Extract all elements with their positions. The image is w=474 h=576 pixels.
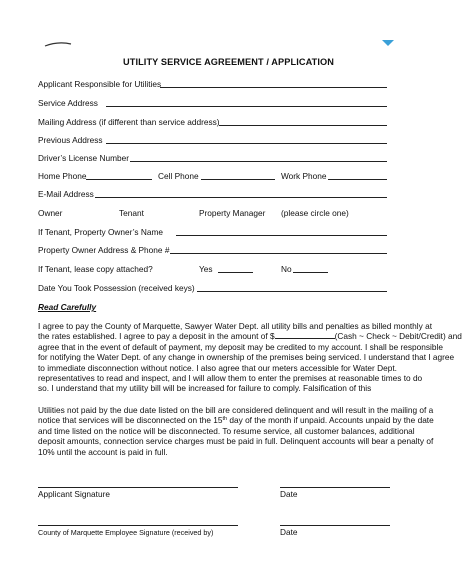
agreement-line: representatives to read and inspect, and I will allow them to enter the premises at reasonable times to do [38,373,423,384]
delinquency-paragraph [38,405,438,457]
email-field[interactable] [95,197,387,198]
previous-address-field[interactable] [106,143,387,144]
employee-signature-label: County of Marquette Employee Signature (received by) [38,528,214,537]
drivers-license-label: Driver’s License Number [38,153,129,163]
top-left-mark-icon [44,40,72,48]
cell-phone-field[interactable] [201,179,275,180]
mailing-address-label: Mailing Address (if different than service address) [38,117,220,127]
delinquency-line: and time listed on the notice will be disconnected. To resume service, all customer balances, additional [38,425,415,436]
employee-date-line[interactable] [280,525,390,526]
home-phone-field[interactable] [86,179,152,180]
applicant-label: Applicant Responsible for Utilities [38,79,162,89]
form-title: UTILITY SERVICE AGREEMENT / APPLICATION [123,57,334,67]
agreement-line: so. I understand that my utility bill will be increased for failure to comply. Falsification of this [38,383,372,394]
drivers-license-field[interactable] [130,161,387,162]
employee-date-label: Date [280,527,298,537]
delinquency-line: Utilities not paid by the due date listed on the bill are considered delinquent and will result in the mailing of a [38,405,434,415]
previous-address-label: Previous Address [38,135,103,145]
yes-field[interactable] [218,272,253,273]
owner-option[interactable]: Owner [38,208,63,218]
agreement-line: for notifying the Water Dept. of any change in ownership of the premises being serviced. I understand that I agree [38,352,455,363]
applicant-signature-line[interactable] [38,487,238,488]
agreement-paragraph [38,321,462,394]
agreement-line: I agree to pay the County of Marquette, Sawyer Water Dept. all utility bills and penalties as billed monthly at [38,321,432,331]
agreement-line: to immediate disconnection without notice. I also agree that our meters accessible for Water Dept. [38,362,397,373]
home-phone-label: Home Phone [38,171,87,181]
no-label: No [281,264,292,274]
email-label: E-Mail Address [38,189,94,199]
applicant-field[interactable] [160,87,387,88]
top-right-mark-icon [381,37,395,47]
applicant-date-line[interactable] [280,487,390,488]
circle-one-note: (please circle one) [281,208,349,218]
service-address-label: Service Address [38,98,98,108]
owner-name-field[interactable] [176,235,387,236]
applicant-date-label: Date [280,489,298,499]
delinquency-line: deposit amounts, connection service charges must be paid in full. Delinquent accounts will bear a penalty of [38,436,434,447]
delinquency-line: 10% until the account is paid in full. [38,446,168,457]
no-field[interactable] [293,272,328,273]
keys-field[interactable] [197,291,387,292]
employee-signature-line[interactable] [38,525,238,526]
property-manager-option[interactable]: Property Manager [199,208,266,218]
service-address-field[interactable] [106,106,387,107]
applicant-signature-label: Applicant Signature [38,489,110,499]
lease-copy-label: If Tenant, lease copy attached? [38,264,153,274]
owner-address-phone-label: Property Owner Address & Phone # [38,245,170,255]
mailing-address-field[interactable] [219,125,387,126]
read-carefully-heading: Read Carefully [38,302,97,312]
owner-address-phone-field[interactable] [170,253,387,254]
work-phone-field[interactable] [328,179,387,180]
agreement-line: agree that in the event of default of payment, my deposit may be credited to my account. I shall be responsible [38,341,443,352]
owner-name-label: If Tenant, Property Owner’s Name [38,227,163,237]
work-phone-label: Work Phone [281,171,327,181]
tenant-option[interactable]: Tenant [119,208,144,218]
agreement-line: the rates established. I agree to pay a deposit in the amount of $ (Cash ~ Check ~ Debit/Credit) and [38,331,462,342]
cell-phone-label: Cell Phone [158,171,199,181]
yes-label: Yes [199,264,213,274]
keys-label: Date You Took Possession (received keys) [38,283,195,293]
delinquency-line: notice that services will be disconnected on the 15th day of the month if unpaid. Accounts unpaid by the date [38,415,434,426]
